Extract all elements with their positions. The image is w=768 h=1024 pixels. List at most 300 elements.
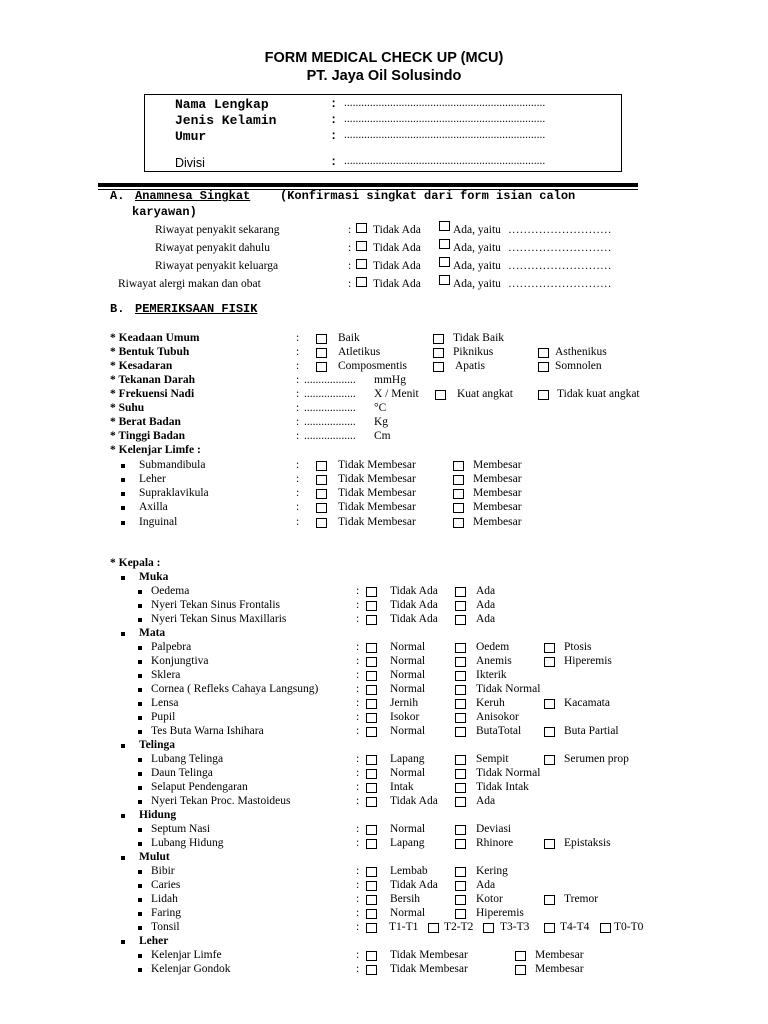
identity-label-jenis-kelamin: Jenis Kelamin	[175, 113, 277, 128]
section-a-letter: A.	[110, 189, 125, 203]
item-option: Normal	[390, 907, 426, 919]
item-checkbox[interactable]	[455, 601, 466, 611]
item-option: Buta Partial	[564, 725, 619, 737]
item-checkbox[interactable]	[366, 965, 377, 975]
limfe-checkbox[interactable]	[453, 461, 464, 471]
item-option: Jernih	[390, 697, 419, 709]
limfe-item-submandibula: Submandibula	[139, 459, 206, 471]
item-checkbox[interactable]	[366, 685, 377, 695]
limfe-checkbox[interactable]	[316, 489, 327, 499]
bullet-marker	[138, 842, 142, 846]
item-lubang-hidung: Lubang Hidung	[151, 837, 224, 849]
item-option: Tremor	[564, 893, 599, 905]
fisik-option: Kuat angkat	[457, 388, 513, 400]
item-option: Ada	[476, 599, 496, 611]
item-option: Tidak Intak	[476, 781, 529, 793]
anamnesa-detail-input[interactable]: ………………………	[508, 260, 612, 272]
fisik-label-kesadaran: * Kesadaran	[110, 360, 173, 372]
item-sklera: Sklera	[151, 669, 181, 681]
item-option: Tidak Ada	[390, 795, 438, 807]
item-konjungtiva: Konjungtiva	[151, 655, 209, 667]
anamnesa-label: Riwayat alergi makan dan obat	[118, 278, 261, 290]
bullet-marker	[138, 926, 142, 930]
item-checkbox[interactable]	[366, 727, 377, 737]
item-option: Normal	[390, 823, 426, 835]
item-option: Ada	[476, 879, 496, 891]
fisik-label-keadaan-umum: * Keadaan Umum	[110, 332, 200, 344]
item-option: Tidak Membesar	[390, 963, 468, 975]
identity-label-divisi: Divisi	[175, 156, 205, 170]
anamnesa-opt-tidak-ada: Tidak Ada	[373, 242, 421, 254]
item-option: Kering	[476, 865, 508, 877]
item-checkbox[interactable]	[366, 895, 377, 905]
fisik-unit: Kg	[374, 416, 389, 428]
item-sep: :	[356, 921, 360, 933]
item-checkbox[interactable]	[515, 951, 526, 961]
anamnesa-opt-ada: Ada, yaitu	[453, 242, 501, 254]
limfe-option: Tidak Membesar	[338, 473, 416, 485]
item-option: Normal	[390, 683, 426, 695]
limfe-sep: :	[296, 501, 300, 513]
company-name: PT. Jaya Oil Solusindo	[306, 68, 462, 84]
bullet-marker	[138, 800, 142, 804]
limfe-checkbox[interactable]	[453, 518, 464, 528]
anamnesa-detail-input[interactable]: ………………………	[508, 224, 612, 236]
fisik-label-berat-badan: * Berat Badan	[110, 416, 181, 428]
anamnesa-ada-checkbox[interactable]	[439, 257, 450, 267]
limfe-checkbox[interactable]	[453, 503, 464, 513]
tonsil-option: T1-T1	[389, 921, 419, 933]
limfe-item-leher: Leher	[139, 473, 166, 485]
item-option: Bersih	[390, 893, 421, 905]
fisik-option: Apatis	[455, 360, 486, 372]
item-option: Sempit	[476, 753, 509, 765]
fisik-value-input[interactable]: ..................	[304, 430, 356, 442]
section-b-letter: B.	[110, 302, 125, 316]
limfe-item-axilla: Axilla	[139, 501, 168, 513]
item-checkbox[interactable]	[455, 657, 466, 667]
item-checkbox[interactable]	[455, 685, 466, 695]
item-sep: :	[356, 683, 360, 695]
limfe-sep: :	[296, 459, 300, 471]
item-option: Hiperemis	[564, 655, 612, 667]
item-option: Normal	[390, 655, 426, 667]
item-checkbox[interactable]	[455, 727, 466, 737]
fisik-checkbox[interactable]	[433, 348, 444, 358]
item-sep: :	[356, 781, 360, 793]
item-checkbox[interactable]	[366, 671, 377, 681]
item-checkbox[interactable]	[366, 657, 377, 667]
limfe-item-inguinal: Inguinal	[139, 516, 178, 528]
item-checkbox[interactable]	[366, 755, 377, 765]
item-sep: :	[356, 585, 360, 597]
bullet-marker	[121, 744, 125, 748]
item-checkbox[interactable]	[455, 755, 466, 765]
limfe-checkbox[interactable]	[316, 503, 327, 513]
item-checkbox[interactable]	[366, 587, 377, 597]
item-sep: :	[356, 655, 360, 667]
item-checkbox[interactable]	[544, 643, 555, 653]
tonsil-checkbox[interactable]	[428, 923, 439, 933]
item-kelenjar-gondok: Kelenjar Gondok	[151, 963, 231, 975]
fisik-checkbox[interactable]	[433, 362, 444, 372]
anamnesa-detail-input[interactable]: ………………………	[508, 278, 612, 290]
bullet-marker	[138, 688, 142, 692]
item-sep: :	[356, 837, 360, 849]
bullet-marker	[138, 898, 142, 902]
group-hidung: Hidung	[139, 809, 177, 821]
fisik-value-input[interactable]: ..................	[304, 402, 356, 414]
fisik-unit: Cm	[374, 430, 391, 442]
fisik-unit: mmHg	[374, 374, 406, 386]
item-checkbox[interactable]	[455, 867, 466, 877]
item-oedema: Oedema	[151, 585, 190, 597]
item-option: Normal	[390, 725, 426, 737]
fisik-checkbox[interactable]	[538, 348, 549, 358]
item-sep: :	[356, 865, 360, 877]
fisik-sep: :	[296, 360, 300, 372]
limfe-checkbox[interactable]	[316, 475, 327, 485]
fisik-label-frekuensi-nadi: * Frekuensi Nadi	[110, 388, 195, 400]
item-sep: :	[356, 963, 360, 975]
item-checkbox[interactable]	[455, 643, 466, 653]
tonsil-option: T4-T4	[560, 921, 590, 933]
anamnesa-tidak-ada-checkbox[interactable]	[356, 277, 367, 287]
fisik-value-input[interactable]: ..................	[304, 388, 356, 400]
item-sep: :	[356, 599, 360, 611]
limfe-option: Membesar	[473, 487, 522, 499]
item-checkbox[interactable]	[366, 615, 377, 625]
anamnesa-ada-checkbox[interactable]	[439, 221, 450, 231]
item-checkbox[interactable]	[544, 727, 555, 737]
bullet-marker	[138, 954, 142, 958]
tonsil-checkbox[interactable]	[600, 923, 611, 933]
bullet-marker	[138, 590, 142, 594]
limfe-option: Membesar	[473, 501, 522, 513]
bullet-marker	[138, 968, 142, 972]
tonsil-checkbox[interactable]	[544, 923, 555, 933]
item-checkbox[interactable]	[366, 783, 377, 793]
anamnesa-label: Riwayat penyakit sekarang	[155, 224, 280, 236]
item-tes-buta-warna-ishihara: Tes Buta Warna Ishihara	[151, 725, 264, 737]
item-checkbox[interactable]	[366, 881, 377, 891]
tonsil-checkbox[interactable]	[483, 923, 494, 933]
item-septum-nasi: Septum Nasi	[151, 823, 211, 835]
limfe-checkbox[interactable]	[453, 475, 464, 485]
item-checkbox[interactable]	[366, 825, 377, 835]
fisik-label-bentuk-tubuh: * Bentuk Tubuh	[110, 346, 190, 358]
fisik-checkbox[interactable]	[316, 334, 327, 344]
item-option: Ptosis	[564, 641, 592, 653]
bullet-marker	[138, 786, 142, 790]
limfe-checkbox[interactable]	[453, 489, 464, 499]
item-sep: :	[356, 753, 360, 765]
item-option: Tidak Normal	[476, 683, 541, 695]
item-checkbox[interactable]	[366, 839, 377, 849]
anamnesa-opt-tidak-ada: Tidak Ada	[373, 278, 421, 290]
item-checkbox[interactable]	[366, 713, 377, 723]
item-option: Tidak Ada	[390, 599, 438, 611]
limfe-checkbox[interactable]	[316, 518, 327, 528]
fisik-option: Asthenikus	[555, 346, 607, 358]
bullet-marker	[138, 618, 142, 622]
fisik-checkbox[interactable]	[316, 348, 327, 358]
kepala-label: * Kepala :	[110, 557, 161, 569]
item-lubang-telinga: Lubang Telinga	[151, 753, 224, 765]
bullet-marker	[121, 814, 125, 818]
item-checkbox[interactable]	[455, 713, 466, 723]
bullet-marker	[138, 660, 142, 664]
limfe-sep: :	[296, 487, 300, 499]
item-checkbox[interactable]	[455, 881, 466, 891]
anamnesa-sep: :	[348, 242, 352, 254]
item-checkbox[interactable]	[455, 671, 466, 681]
item-sep: :	[356, 907, 360, 919]
item-option: Rhinore	[476, 837, 514, 849]
item-checkbox[interactable]	[455, 769, 466, 779]
fisik-sep: :	[296, 388, 300, 400]
anamnesa-label: Riwayat penyakit keluarga	[155, 260, 279, 272]
item-checkbox[interactable]	[455, 825, 466, 835]
item-checkbox[interactable]	[455, 797, 466, 807]
fisik-sep: :	[296, 346, 300, 358]
fisik-option: Tidak kuat angkat	[557, 388, 640, 400]
item-nyeri-tekan-sinus-frontalis: Nyeri Tekan Sinus Frontalis	[151, 599, 280, 611]
item-sep: :	[356, 893, 360, 905]
fisik-unit: °C	[374, 402, 387, 414]
fisik-checkbox[interactable]	[433, 334, 444, 344]
item-option: Lembab	[390, 865, 428, 877]
bullet-marker	[138, 674, 142, 678]
fisik-option: Baik	[338, 332, 360, 344]
identity-input-umur[interactable]: ......................................................................	[344, 129, 546, 141]
section-a-title: Anamnesa Singkat	[135, 189, 251, 203]
item-checkbox[interactable]	[544, 895, 555, 905]
item-caries: Caries	[151, 879, 181, 891]
bullet-marker	[121, 478, 125, 482]
item-checkbox[interactable]	[366, 601, 377, 611]
item-option: Ada	[476, 795, 496, 807]
item-sep: :	[356, 697, 360, 709]
item-option: Anisokor	[476, 711, 519, 723]
identity-input-jenis-kelamin[interactable]: ......................................................................	[344, 113, 546, 125]
item-option: ButaTotal	[476, 725, 522, 737]
fisik-checkbox[interactable]	[538, 390, 549, 400]
item-checkbox[interactable]	[366, 867, 377, 877]
item-option: Lapang	[390, 753, 425, 765]
bullet-marker	[121, 632, 125, 636]
item-pupil: Pupil	[151, 711, 176, 723]
anamnesa-tidak-ada-checkbox[interactable]	[356, 223, 367, 233]
fisik-sep: :	[296, 402, 300, 414]
item-checkbox[interactable]	[455, 839, 466, 849]
item-checkbox[interactable]	[455, 615, 466, 625]
item-cornea-refleks-cahaya-langsung: Cornea ( Refleks Cahaya Langsung)	[151, 683, 319, 695]
item-option: Membesar	[535, 949, 584, 961]
fisik-label-tekanan-darah: * Tekanan Darah	[110, 374, 196, 386]
group-leher: Leher	[139, 935, 169, 947]
bullet-marker	[121, 506, 125, 510]
tonsil-option: T2-T2	[444, 921, 474, 933]
identity-label-umur: Umur	[175, 129, 207, 144]
header-divider-thick	[98, 183, 638, 187]
item-lidah: Lidah	[151, 893, 178, 905]
identity-sep: :	[330, 97, 338, 111]
item-checkbox[interactable]	[366, 643, 377, 653]
item-option: Tidak Membesar	[390, 949, 468, 961]
bullet-marker	[138, 884, 142, 888]
item-sep: :	[356, 613, 360, 625]
identity-sep: :	[330, 113, 338, 127]
item-checkbox[interactable]	[455, 783, 466, 793]
bullet-marker	[138, 870, 142, 874]
bullet-marker	[138, 912, 142, 916]
tonsil-option: T3-T3	[500, 921, 530, 933]
item-option: Epistaksis	[564, 837, 611, 849]
item-lensa: Lensa	[151, 697, 179, 709]
anamnesa-sep: :	[348, 278, 352, 290]
item-checkbox[interactable]	[366, 769, 377, 779]
item-option: Tidak Ada	[390, 879, 438, 891]
item-sep: :	[356, 823, 360, 835]
fisik-checkbox[interactable]	[316, 362, 327, 372]
fisik-label-tinggi-badan: * Tinggi Badan	[110, 430, 186, 442]
limfe-option: Membesar	[473, 459, 522, 471]
item-nyeri-tekan-proc-mastoideus: Nyeri Tekan Proc. Mastoideus	[151, 795, 291, 807]
anamnesa-sep: :	[348, 260, 352, 272]
item-sep: :	[356, 879, 360, 891]
item-option: Membesar	[535, 963, 584, 975]
fisik-label-kelenjar-limfe: * Kelenjar Limfe :	[110, 444, 201, 456]
item-option: Anemis	[476, 655, 512, 667]
bullet-marker	[138, 730, 142, 734]
limfe-option: Tidak Membesar	[338, 459, 416, 471]
fisik-label-suhu: * Suhu	[110, 402, 145, 414]
fisik-sep: :	[296, 416, 300, 428]
limfe-option: Tidak Membesar	[338, 487, 416, 499]
item-checkbox[interactable]	[366, 909, 377, 919]
fisik-sep: :	[296, 430, 300, 442]
item-checkbox[interactable]	[366, 951, 377, 961]
bullet-marker	[121, 940, 125, 944]
item-option: Intak	[390, 781, 414, 793]
anamnesa-ada-checkbox[interactable]	[439, 239, 450, 249]
limfe-option: Tidak Membesar	[338, 516, 416, 528]
tonsil-checkbox[interactable]	[366, 923, 377, 933]
identity-input-nama-lengkap[interactable]: ......................................................................	[344, 97, 546, 109]
fisik-value-input[interactable]: ..................	[304, 416, 356, 428]
limfe-sep: :	[296, 473, 300, 485]
fisik-sep: :	[296, 332, 300, 344]
bullet-marker	[121, 856, 125, 860]
item-sep: :	[356, 725, 360, 737]
limfe-sep: :	[296, 516, 300, 528]
item-palpebra: Palpebra	[151, 641, 192, 653]
limfe-option: Membesar	[473, 516, 522, 528]
item-option: Ikterik	[476, 669, 507, 681]
fisik-checkbox[interactable]	[538, 362, 549, 372]
item-checkbox[interactable]	[366, 797, 377, 807]
item-option: Deviasi	[476, 823, 512, 835]
item-checkbox[interactable]	[366, 699, 377, 709]
anamnesa-opt-ada: Ada, yaitu	[453, 224, 501, 236]
fisik-sep: :	[296, 374, 300, 386]
limfe-checkbox[interactable]	[316, 461, 327, 471]
anamnesa-opt-tidak-ada: Tidak Ada	[373, 260, 421, 272]
bullet-marker	[138, 772, 142, 776]
item-bibir: Bibir	[151, 865, 175, 877]
anamnesa-tidak-ada-checkbox[interactable]	[356, 259, 367, 269]
item-sep: :	[356, 711, 360, 723]
item-option: Normal	[390, 641, 426, 653]
identity-input-divisi[interactable]: ......................................................................	[344, 155, 546, 167]
fisik-checkbox[interactable]	[435, 390, 446, 400]
anamnesa-opt-tidak-ada: Tidak Ada	[373, 224, 421, 236]
group-mulut: Mulut	[139, 851, 170, 863]
bullet-marker	[138, 646, 142, 650]
item-checkbox[interactable]	[455, 895, 466, 905]
fisik-unit: X / Menit	[374, 388, 419, 400]
item-option: Keruh	[476, 697, 505, 709]
fisik-option: Tidak Baik	[453, 332, 505, 344]
limfe-option: Membesar	[473, 473, 522, 485]
fisik-option: Somnolen	[555, 360, 602, 372]
group-mata: Mata	[139, 627, 166, 639]
form-title: FORM MEDICAL CHECK UP (MCU)	[264, 50, 504, 66]
identity-sep: :	[330, 155, 338, 169]
item-option: Oedem	[476, 641, 510, 653]
item-checkbox[interactable]	[455, 587, 466, 597]
item-option: Isokor	[390, 711, 420, 723]
item-option: Kotor	[476, 893, 503, 905]
item-checkbox[interactable]	[544, 839, 555, 849]
bullet-marker	[138, 716, 142, 720]
item-option: Ada	[476, 585, 496, 597]
item-option: Ada	[476, 613, 496, 625]
anamnesa-opt-ada: Ada, yaitu	[453, 260, 501, 272]
item-option: Tidak Ada	[390, 613, 438, 625]
fisik-value-input[interactable]: ..................	[304, 374, 356, 386]
item-checkbox[interactable]	[544, 755, 555, 765]
identity-label-nama-lengkap: Nama Lengkap	[175, 97, 269, 112]
anamnesa-detail-input[interactable]: ………………………	[508, 242, 612, 254]
item-checkbox[interactable]	[544, 699, 555, 709]
item-daun-telinga: Daun Telinga	[151, 767, 213, 779]
section-b-title: PEMERIKSAAN FISIK	[135, 302, 258, 316]
bullet-marker	[138, 604, 142, 608]
fisik-option: Composmentis	[338, 360, 408, 372]
tonsil-option: T0-T0	[614, 921, 644, 933]
item-selaput-pendengaran: Selaput Pendengaran	[151, 781, 248, 793]
limfe-item-supraklavikula: Supraklavikula	[139, 487, 209, 499]
item-option: Kacamata	[564, 697, 610, 709]
item-nyeri-tekan-sinus-maxillaris: Nyeri Tekan Sinus Maxillaris	[151, 613, 287, 625]
item-checkbox[interactable]	[455, 699, 466, 709]
item-checkbox[interactable]	[544, 657, 555, 667]
fisik-option: Piknikus	[453, 346, 494, 358]
bullet-marker	[138, 828, 142, 832]
anamnesa-ada-checkbox[interactable]	[439, 275, 450, 285]
bullet-marker	[121, 576, 125, 580]
anamnesa-tidak-ada-checkbox[interactable]	[356, 241, 367, 251]
anamnesa-opt-ada: Ada, yaitu	[453, 278, 501, 290]
item-tonsil: Tonsil	[151, 921, 180, 933]
section-a-note: (Konfirmasi singkat dari form isian calon	[280, 189, 576, 203]
item-sep: :	[356, 767, 360, 779]
item-checkbox[interactable]	[455, 909, 466, 919]
item-checkbox[interactable]	[515, 965, 526, 975]
item-option: Hiperemis	[476, 907, 524, 919]
